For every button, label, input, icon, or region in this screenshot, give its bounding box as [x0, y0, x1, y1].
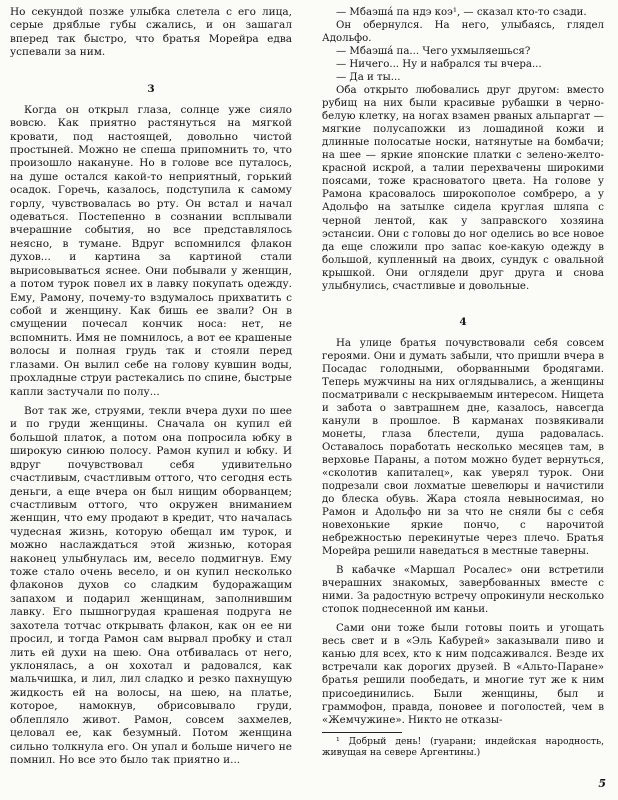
dialogue-line: — Да и ты... — [336, 72, 401, 84]
dialogue-line: — Мбаэшá па ндэ коэ¹, — сказал кто-то сзади. — [336, 7, 587, 18]
footnote: ¹ Добрый день! (гуарани; индейская народность, живущая на севере Аргентины.) — [322, 735, 604, 759]
paragraph: Сами они тоже были готовы поить и угощать весь свет и в «Эль Кабурей» заказывали пиво и канью для всех, кто к ним подсаживался. Везде их встречали как дорогих друзей. В «Альто-Паране» братья решили пообедать, и многие тут же к ним присоединились. Были женщины, был и граммофон, правда, поновее и поголостей, чем в «Жемчужине». Никто не отказы- — [322, 623, 604, 726]
chapter-number-3: 3 — [147, 82, 155, 95]
left-column — [10, 6, 292, 767]
paragraph: Вот так же, струями, текли вчера духи по шее и по груди женщины. Сначала он купил ей большой платок, а потом она попросила юбку в широкую синюю полосу. Рамон купил и юбку. И вдруг почувствовал себя удивительно счастливым, счастливым оттого, что сегодня есть деньги, а еще вчера он был нищим оборванцем; счастливым оттого, что окружен вниманием женщин, что ему продают в кредит, что началась чудесная жизнь, которую обещал им турок, и можно наслаждаться этой жизнью, которая наконец улыбнулась им, весело подмигнув. Ему тоже стало очень весело, и он купил несколько флаконов духов со сладким будоражащим запахом и подарил женщинам, заполнившим лавку. Его пышногрудая крашеная подруга не захотела тотчас открывать флакон, как он ее ни просил, и тогда Рамон сам вырвал пробку и стал лить ей духи на шею. Она отбивалась от него, уклонялась, а он хохотал и радовался, как мальчишка, и лил, лил сладко и резко пахнущую жидкость ей на волосы, на шею, на платье, которое, намокнув, обрисовывало груди, облепляло живот. Рамон, совсем захмелев, целовал ее, как безумный. Потом женщина сильно толкнула его. Он упал и больше ничего не помнил. Но все это было так приятно и... — [10, 404, 292, 766]
paragraph-top: Но секундой позже улыбка слетела с его лица, серые дряблые губы сжались, и он зашагал вперед так быстро, что братья Морейра едва успевали за ним. — [10, 6, 292, 59]
paragraph: В кабачке «Маршал Росалес» они встретили вчерашних знакомых, завербованных вместе с ними. За радостную встречу опрокинули несколько стопок поднесенной им каньи. — [322, 565, 604, 616]
right-column — [322, 6, 604, 759]
paragraph: На улице братья почувствовали себя совсем героями. Они и думать забыли, что пришли вчера в Посадас голодными, оборванными бродягами. Теперь мужчины на них оглядывались, а женщины посматривали с нескрываемым интересом. Нищета и забота о завтрашнем дне, казалось, навсегда канули в прошлое. В карманах позвякивали монеты, глаза блестели, душа радовалась. Оставалось поработать несколько месяцев там, в верховье Параны, а потом можно будет вернуться, «сколотив капиталец», как уверял турок. Они подрезали свои лохматые шевелюры и начистили до блеска обувь. Жара стояла невыносимая, но Рамон и Адольфо ни за что не сняли бы с себя новехонькие яркие пончо, с нарочитой небрежностью перекинутые через плечо. Братья Морейра решили наведаться в местные таверны. — [322, 337, 604, 558]
paragraph: Оба открыто любовались друг другом: вместо рубищ на них были красивые рубашки в черно-белую клетку, на ногах взамен рваных альпаргат — мягкие полусапожки из лошадиной кожи и длинные полосатые носки, натянутые на бомбачи; на шее — яркие японские платки с зелено-желто-красной искрой, а талии перехвачены широкими поясами, тоже красноватого цвета. На голове у Рамона красовалось широкополое сомбреро, а у Адольфо на затылке сидела круглая шляпа с черной лентой, как у заправского хозяина эстансии. Они с головы до ног оделись во все новое да еще сложили про запас кое-какую одежду в большой, купленный на двоих, сундук с овальной крышкой. Они оглядели друг друга и снова улыбнулись, счастливые и довольные. — [322, 85, 604, 292]
footnote-divider — [322, 732, 402, 733]
page-number: 5 — [598, 777, 606, 790]
dialogue-line: — Ничего... Ну и набрался ты вчера... — [336, 59, 542, 71]
dialogue-line: — Мбаэшá па... Чего ухмыляешься? — [336, 46, 531, 58]
chapter-number-4: 4 — [459, 315, 467, 328]
paragraph: Он обернулся. На него, улыбаясь, глядел Адольфо. — [322, 20, 604, 45]
paragraph: Когда он открыл глаза, солнце уже сияло вовсю. Как приятно растянуться на мягкой кровати, под настоящей, довольно чистой простыней. Можно не спеша припомнить то, что произошло накануне. Но в голове все путалось, на душе остался какой-то неприятный, горький осадок. Горечь, казалось, подступила к самому горлу, чувствовалась во рту. Он встал и начал одеваться. Постепенно в сознании всплывали вчерашние события, но все представлялось неясно, в тумане. Вдруг вспомнился флакон духов... и картина за картиной стали вырисовываться яснее. Они побывали у женщин, а потом турок повел их в лавку покупать одежду. Ему, Рамону, почему-то вздумалось прихватить с собой и женщину. Как бишь ее звали? Он в смущении почесал кончик носа: нет, не вспомнить. Имя не помнилось, а вот ее крашеные волосы и полная грудь так и стояли перед глазами. Он вылил себе на голову кувшин воды, прохладные струи растекались по спине, быстрые капли застучали по полу... — [10, 103, 292, 398]
